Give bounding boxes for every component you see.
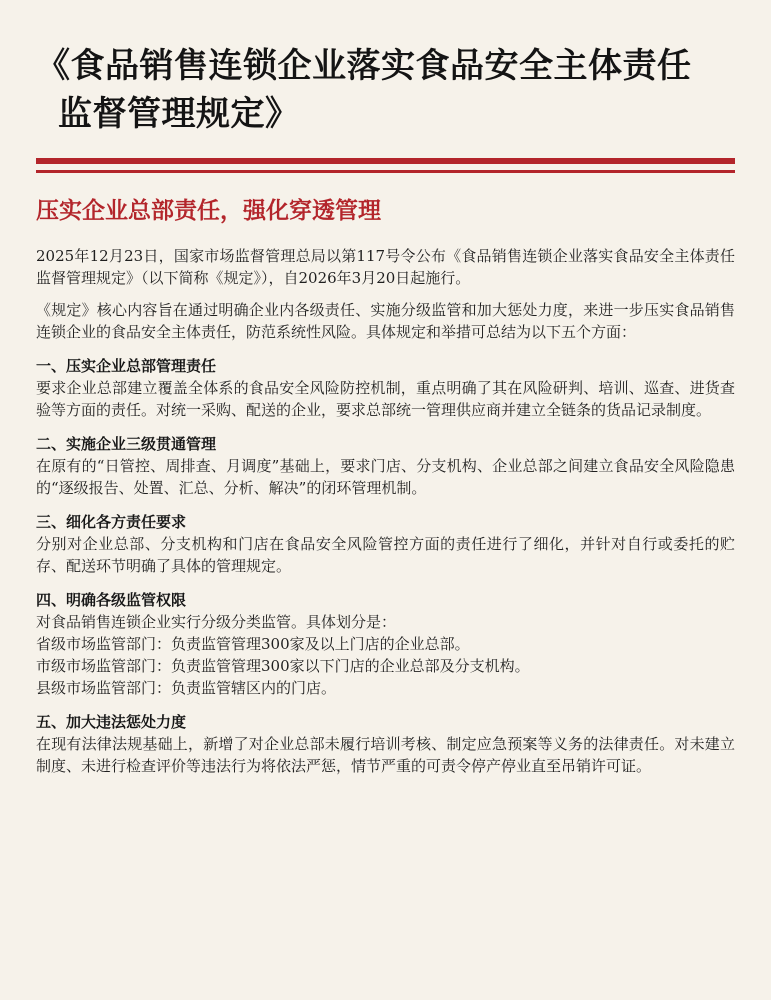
section-body: 要求企业总部建立覆盖全体系的食品安全风险防控机制，重点明确了其在风险研判、培训、巡查、进货查验等方面的责任。对统一采购、配送的企业，要求总部统一管理供应商并建立全链条的货品记录制度。 (36, 379, 735, 419)
page-title (36, 0, 735, 138)
section-line: 市级市场监管部门：负责监管管理300家以下门店的企业总部及分支机构。 (36, 657, 530, 675)
section-5 (36, 711, 735, 777)
section-3 (36, 511, 735, 577)
section-heading: 三、细化各方责任要求 (36, 513, 187, 531)
section-2 (36, 433, 735, 499)
title-divider (36, 158, 735, 173)
title-line-1: 《食品销售连锁企业落实食品安全主体责任 (36, 46, 692, 86)
intro-paragraph-2: 《规定》核心内容旨在通过明确企业内各级责任、实施分级监管和加大惩处力度，来进一步压实食品销售连锁企业的食品安全主体责任，防范系统性风险。具体规定和举措可总结为以下五个方面： (36, 301, 735, 341)
section-1 (36, 355, 735, 421)
section-heading: 四、明确各级监管权限 (36, 591, 187, 609)
section-line: 省级市场监管部门：负责监管管理300家及以上门店的企业总部。 (36, 635, 470, 653)
section-body: 分别对企业总部、分支机构和门店在食品安全风险管控方面的责任进行了细化，并针对自行或委托的贮存、配送环节明确了具体的管理规定。 (36, 535, 735, 575)
section-heading: 一、压实企业总部管理责任 (36, 357, 217, 375)
section-subtitle: 压实企业总部责任，强化穿透管理 (36, 198, 381, 224)
section-line: 对食品销售连锁企业实行分级分类监管。具体划分是： (36, 613, 397, 631)
title-line-2: 监督管理规定》 (58, 94, 300, 134)
section-heading: 五、加大违法惩处力度 (36, 713, 187, 731)
section-body: 在原有的“日管控、周排查、月调度”基础上，要求门店、分支机构、企业总部之间建立食品安全风险隐患的“逐级报告、处置、汇总、分析、解决”的闭环管理机制。 (36, 457, 735, 497)
section-heading: 二、实施企业三级贯通管理 (36, 435, 217, 453)
divider-thick-bar (36, 158, 735, 164)
intro-paragraph-1: 2025年12月23日，国家市场监督管理总局以第117号令公布《食品销售连锁企业落实食品安全主体责任监督管理规定》（以下简称《规定》），自2026年3月20日起施行。 (36, 247, 735, 287)
section-body: 在现有法律法规基础上，新增了对企业总部未履行培训考核、制定应急预案等义务的法律责任。对未建立制度、未进行检查评价等违法行为将依法严惩，情节严重的可责令停产停业直至吊销许可证。 (36, 735, 735, 775)
section-line: 县级市场监管部门：负责监管辖区内的门店。 (36, 679, 337, 697)
divider-thin-bar (36, 170, 735, 173)
section-4 (36, 589, 735, 699)
